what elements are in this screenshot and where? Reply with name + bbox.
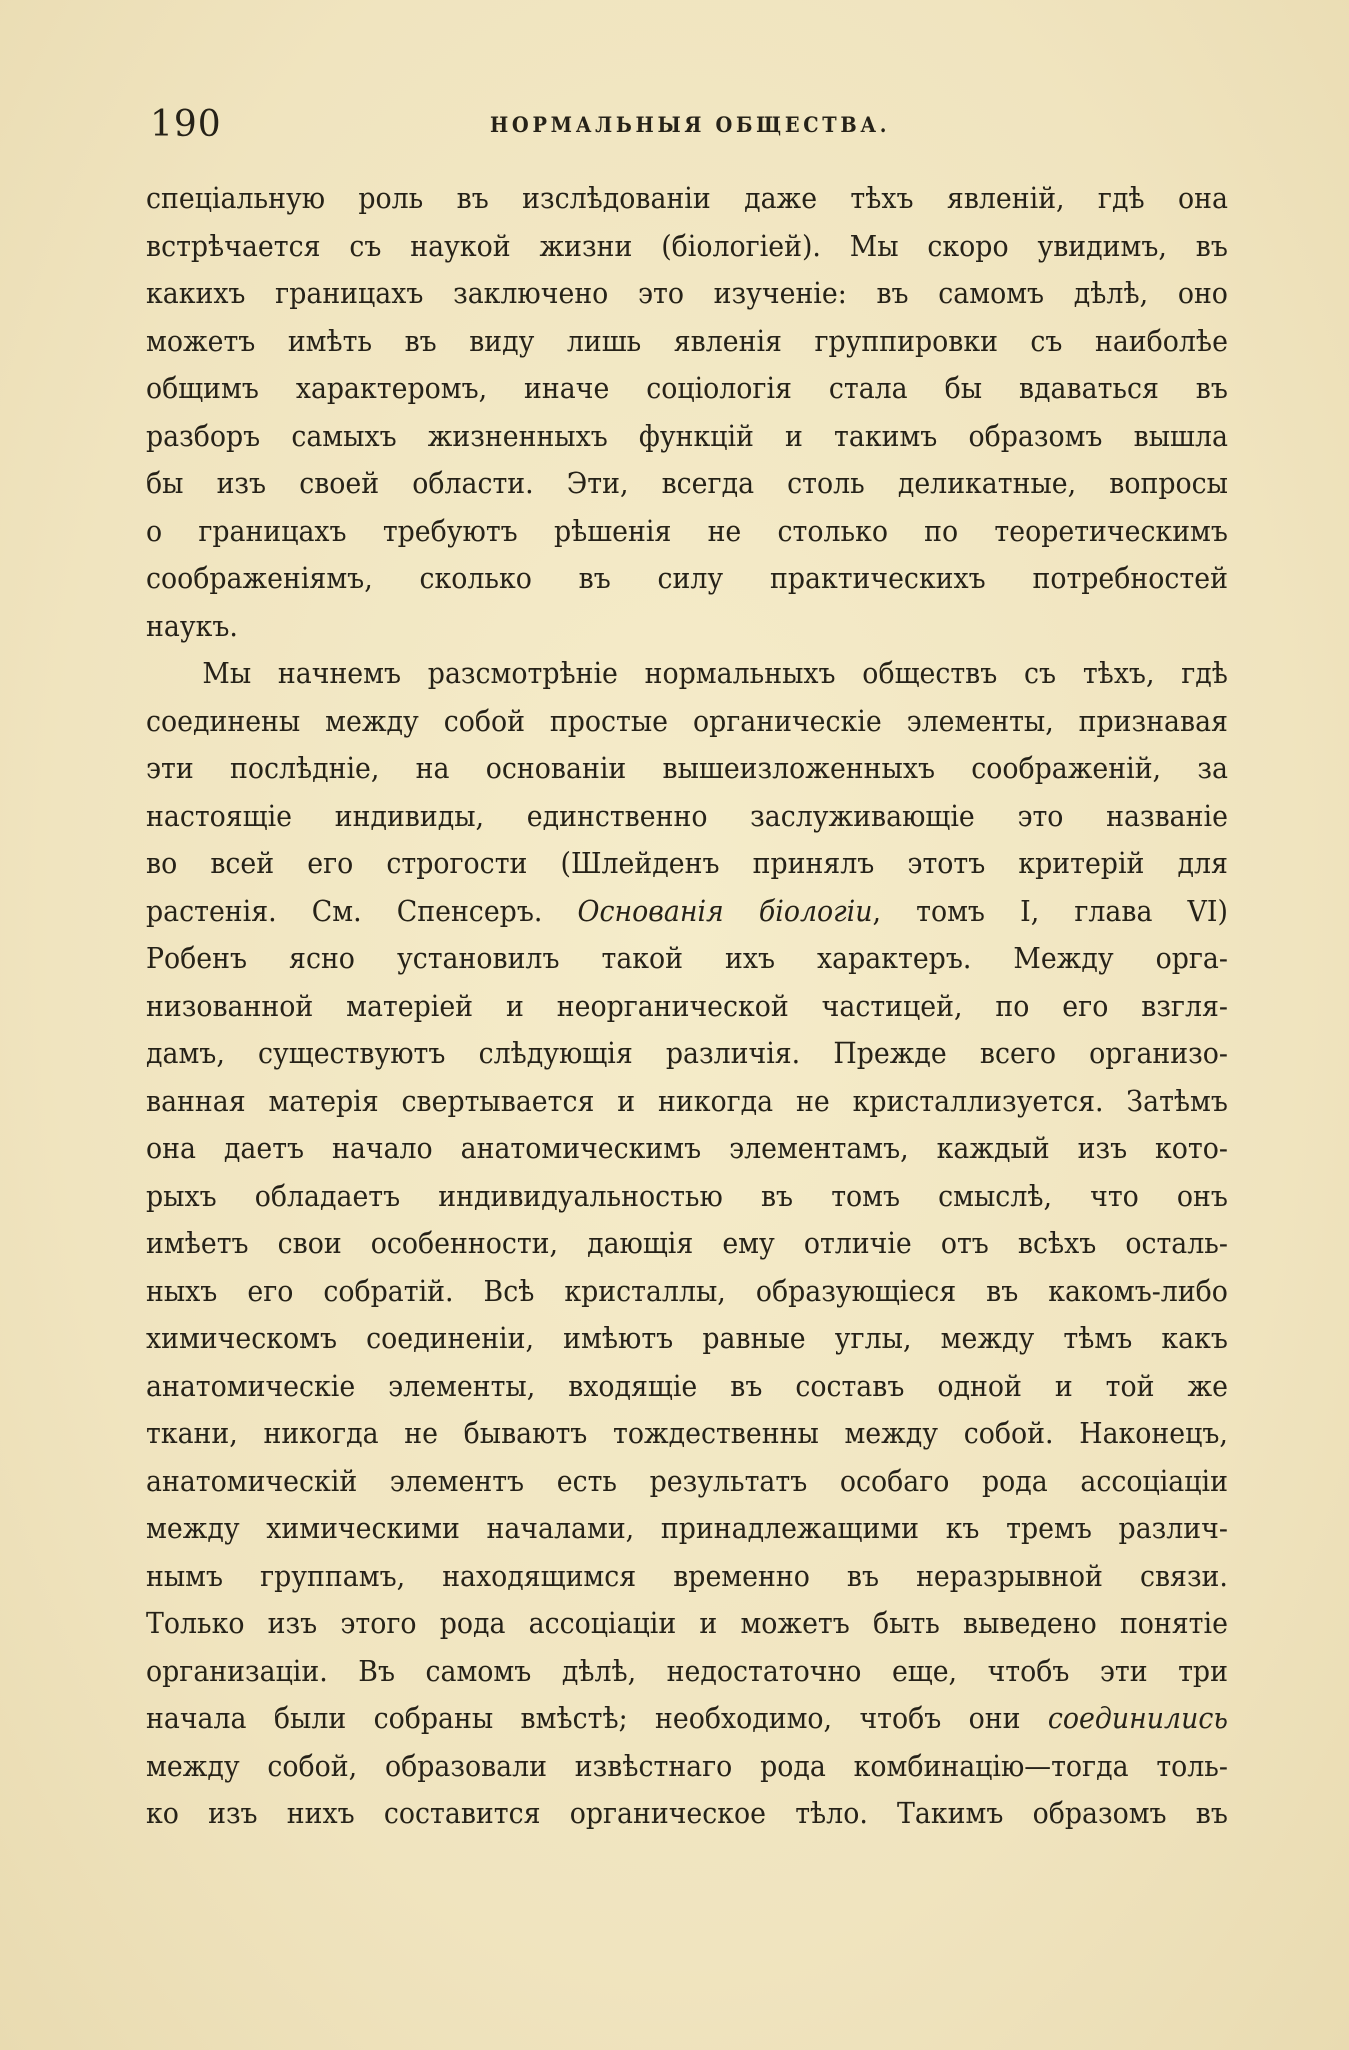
text-line: во всей его строгости (Шлейденъ принялъ этотъ критерій для — [146, 847, 1228, 880]
text-line: между химическими началами, принадлежащими къ тремъ различ- — [146, 1512, 1228, 1545]
text-line: ныхъ его собратій. Всѣ кристаллы, образующіеся въ какомъ-либо — [146, 1274, 1228, 1308]
text-line: низованной матеріей и неорганической частицей, по его взгля- — [146, 989, 1228, 1023]
text-segment: начала были собраны вмѣстѣ; необходимо, чтобъ они — [146, 1702, 1021, 1735]
reference-rest: , томъ I, глава VI) — [872, 894, 1228, 928]
paragraph-1 — [146, 175, 1228, 650]
text-line: наукъ. — [146, 609, 238, 643]
text-line: дамъ, существуютъ слѣдующія различія. Прежде всего организо- — [146, 1037, 1228, 1070]
text-line: ванная матерія свертывается и никогда не кристаллизуется. Затѣмъ — [146, 1084, 1228, 1118]
text-line: встрѣчается съ наукой жизни (біологіей). Мы скоро увидимъ, въ — [146, 229, 1228, 263]
emphasis-word: соединились — [1047, 1702, 1228, 1735]
text-line: разборъ самыхъ жизненныхъ функцій и такимъ образомъ вышла — [146, 419, 1228, 453]
text-line: имѣетъ свои особенности, дающія ему отличіе отъ всѣхъ осталь- — [146, 1227, 1228, 1260]
text-segment: растенія. См. Спенсеръ. — [146, 894, 543, 928]
text-line: между собой, образовали извѣстнаго рода комбинацію—тогда толь- — [146, 1749, 1228, 1783]
paragraph-2 — [146, 650, 1228, 1838]
text-line: Робенъ ясно установилъ такой ихъ характеръ. Между орга- — [146, 942, 1228, 975]
body-text — [146, 175, 1228, 1838]
text-line: соображеніямъ, сколько въ силу практическихъ потребностей — [146, 562, 1228, 595]
text-line: анатомическіе элементы, входящіе въ составъ одной и той же — [146, 1369, 1228, 1403]
text-line: рыхъ обладаетъ индивидуальностью въ томъ смыслѣ, что онъ — [146, 1179, 1228, 1213]
text-line: можетъ имѣть въ виду лишь явленія группировки съ наиболѣе — [146, 324, 1228, 358]
running-head: НОРМАЛЬНЫЯ ОБЩЕСТВА. — [490, 112, 891, 137]
text-line: эти послѣдніе, на основаніи вышеизложенныхъ соображеній, за — [146, 752, 1228, 785]
text-line: организаціи. Въ самомъ дѣлѣ, недостаточно еще, чтобъ эти три — [146, 1654, 1228, 1688]
text-line: бы изъ своей области. Эти, всегда столь деликатные, вопросы — [146, 467, 1228, 500]
text-line: общимъ характеромъ, иначе соціологія стала бы вдаваться въ — [146, 372, 1228, 405]
text-line: Мы начнемъ разсмотрѣніе нормальныхъ обществъ съ тѣхъ, гдѣ — [202, 657, 1228, 690]
text-line: какихъ границахъ заключено это изученіе: въ самомъ дѣлѣ, оно — [146, 277, 1228, 310]
text-line: химическомъ соединеніи, имѣютъ равные углы, между тѣмъ какъ — [146, 1322, 1228, 1355]
text-line: соединены между собой простые органическіе элементы, признавая — [146, 704, 1228, 738]
text-line: ко изъ нихъ составится органическое тѣло. Такимъ образомъ въ — [146, 1797, 1228, 1830]
page-number: 190 — [150, 104, 222, 145]
text-line: о границахъ требуютъ рѣшенія не столько по теоретическимъ — [146, 514, 1228, 548]
text-line: анатомическій элементъ есть результатъ особаго рода ассоціаціи — [146, 1464, 1228, 1498]
text-line: спеціальную роль въ изслѣдованіи даже тѣхъ явленій, гдѣ она — [146, 182, 1228, 215]
text-line-with-emphasis — [146, 1695, 1228, 1743]
text-line: она даетъ начало анатомическимъ элементамъ, каждый изъ кото- — [146, 1132, 1228, 1165]
reference-title: Основанія біологіи — [577, 894, 873, 928]
text-line: настоящіе индивиды, единственно заслуживающіе это названіе — [146, 799, 1228, 833]
text-line: ткани, никогда не бываютъ тождественны между собой. Наконецъ, — [146, 1417, 1228, 1450]
text-line: Только изъ этого рода ассоціаціи и можетъ быть выведено понятіе — [146, 1607, 1228, 1640]
page-header — [150, 104, 1225, 154]
text-line-with-reference — [146, 888, 1228, 936]
text-line: нымъ группамъ, находящимся временно въ неразрывной связи. — [146, 1559, 1228, 1593]
